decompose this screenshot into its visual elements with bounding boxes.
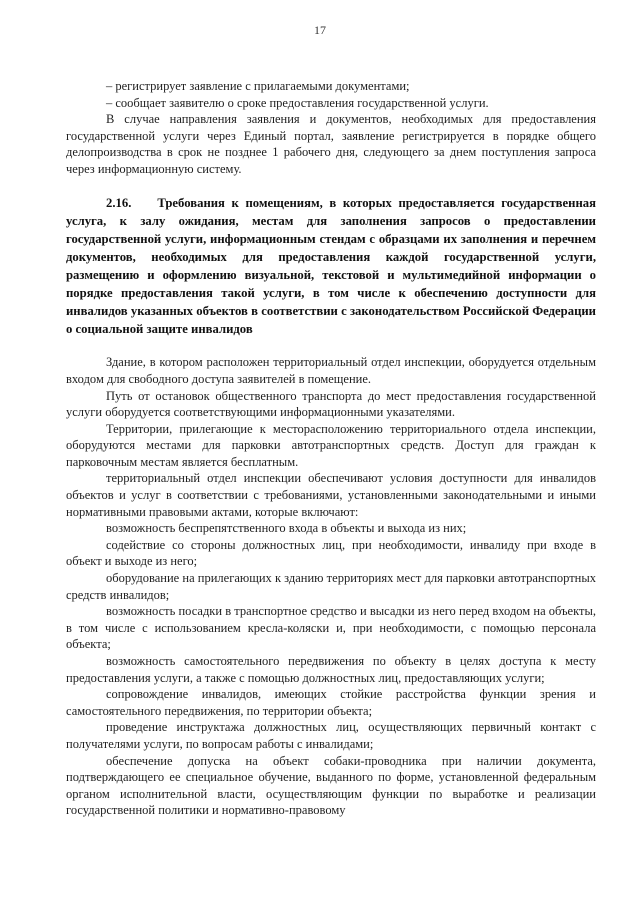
body-paragraph-2: Путь от остановок общественного транспорта до мест предоставления государственной услуги оборудуется соответствующими информационными указателями. [66,388,596,420]
intro-line-2: – сообщает заявителю о сроке предоставления государственной услуги. [106,95,489,110]
body-paragraph-8: возможность посадки в транспортное средство и высадки из него перед входом на объекты, в том числе с использованием кресла-коляски и, при необходимости, с помощью персонала объекта; [66,604,596,652]
document-body [66,78,596,819]
body-paragraph-6: содействие со стороны должностных лиц, при необходимости, инвалиду при входе в объект и выходе из него; [66,537,596,569]
body-paragraph-3: Территории, прилегающие к месторасположению территориального отдела инспекции, оборудуются местами для парковки автотранспортных средств. Доступ для граждан к парковочным местам является бесплатным. [66,421,596,469]
body-paragraph-7: оборудование на прилегающих к зданию территориях мест для парковки автотранспортных средств инвалидов; [66,571,596,602]
body-paragraph-9: возможность самостоятельного передвижения по объекту в целях доступа к месту предоставления услуги, а также с помощью должностных лиц, предоставляющих услуги; [66,654,596,685]
section-heading [66,194,596,339]
intro-line-1: – регистрирует заявление с прилагаемыми документами; [106,79,410,93]
intro-paragraph-3: В случае направления заявления и документов, необходимых для предоставления государственной услуги через Единый портал, заявление регистрируется в порядке общего делопроизводства в срок не позднее 1 рабочего дня, следующего за днем поступления запроса через информационную систему. [66,112,596,176]
body-paragraph-12: обеспечение допуска на объект собаки-проводника при наличии документа, подтверждающего ее специальное обучение, выданного по форме, установленной федеральным органом исполнительной власти, осуществляющим функции по выработке и реализации государственной политики и нормативно-правовому [66,753,596,818]
body-paragraph-4: территориальный отдел инспекции обеспечивают условия доступности для инвалидов объектов и услуг в соответствии с требованиями, установленными законодательными и иными нормативными правовыми актами, которые включают: [66,471,596,519]
body-paragraph-11: проведение инструктажа должностных лиц, осуществляющих первичный контакт с получателями услуги, по вопросам работы с инвалидами; [66,720,596,751]
body-paragraph-1: Здание, в котором расположен территориальный отдел инспекции, оборудуется отдельным входом для свободного доступа заявителей в помещение. [66,355,596,386]
page-number: 17 [314,23,326,37]
body-paragraph-5: возможность беспрепятственного входа в объекты и выхода из них; [106,521,467,536]
section-number: 2.16. [106,195,132,210]
section-title: Требования к помещениям, в которых предоставляется государственная услуга, к залу ожидания, местам для заполнения запросов о предоставлении государственной услуги, информационным стендам с образцами их заполнения и перечнем документов, необходимых для предоставления каждой государственной услуги, размещению и оформлению визуальной, текстовой и мультимедийной информации о порядке предоставления такой услуги, в том числе к обеспечению доступности для инвалидов указанных объектов в соответствии с законодательством Российской Федерации о социальной защите инвалидов [66,195,596,337]
body-paragraph-10: сопровождение инвалидов, имеющих стойкие расстройства функции зрения и самостоятельного передвижения, по территории объекта; [66,687,596,718]
